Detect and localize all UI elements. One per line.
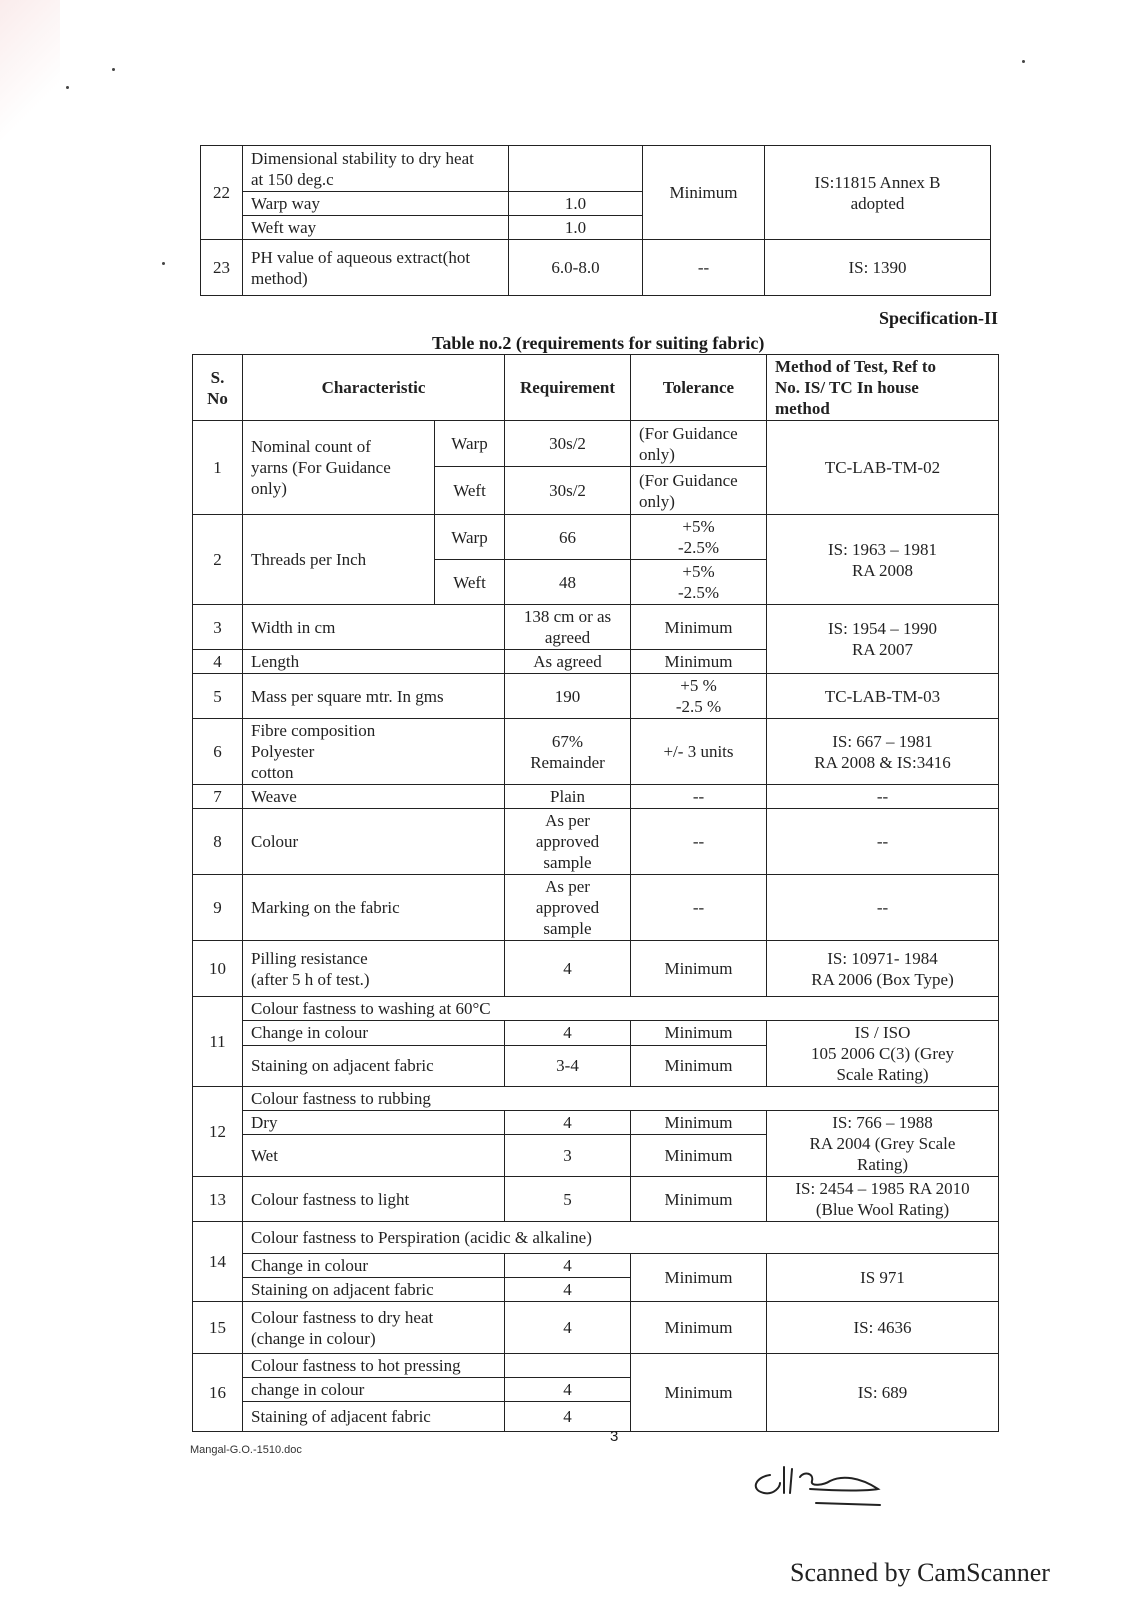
- method-cell: IS: 766 – 1988 RA 2004 (Grey Scale Rating): [767, 1111, 999, 1177]
- header-method: Method of Test, Ref to No. IS/ TC In house method: [767, 355, 999, 421]
- method-cell: TC-LAB-TM-02: [767, 421, 999, 515]
- sno-cell: 6: [193, 719, 243, 785]
- table-row: [201, 240, 991, 296]
- table-row: [193, 1087, 999, 1111]
- table-row: [193, 1254, 999, 1278]
- requirement-cell: 4: [505, 941, 631, 997]
- tolerance-cell: Minimum: [631, 1045, 767, 1086]
- characteristic-cell: Marking on the fabric: [243, 875, 505, 941]
- requirement-cell: As per approved sample: [505, 809, 631, 875]
- tolerance-cell: Minimum: [631, 1135, 767, 1177]
- table-row: [193, 1111, 999, 1135]
- tolerance-cell: Minimum: [631, 1354, 767, 1432]
- tolerance-cell: Minimum: [643, 146, 765, 240]
- table-row: [193, 719, 999, 785]
- table-row: [193, 515, 999, 560]
- table-row: [193, 421, 999, 467]
- table-row: [193, 674, 999, 719]
- sub-label-cell: Warp: [435, 515, 505, 560]
- table-caption: Table no.2 (requirements for suiting fabric): [432, 333, 765, 353]
- sno-cell: 2: [193, 515, 243, 605]
- requirement-cell: 138 cm or as agreed: [505, 605, 631, 650]
- sno-cell: 7: [193, 785, 243, 809]
- characteristic-cell: Colour fastness to light: [243, 1177, 505, 1222]
- requirement-cell: 1.0: [509, 192, 643, 216]
- requirement-cell: 3: [505, 1135, 631, 1177]
- tolerance-cell: --: [631, 809, 767, 875]
- specification-label: Specification-II: [879, 308, 998, 328]
- characteristic-cell: Staining on adjacent fabric: [243, 1045, 505, 1086]
- characteristic-cell: Staining on adjacent fabric: [243, 1278, 505, 1302]
- requirement-cell: [505, 1354, 631, 1378]
- table-row: [193, 1354, 999, 1378]
- characteristic-cell: Change in colour: [243, 1254, 505, 1278]
- requirement-cell: 4: [505, 1021, 631, 1046]
- header-sno: S. No: [193, 355, 243, 421]
- characteristic-cell: Fibre composition Polyester cotton: [243, 719, 505, 785]
- table-row: [201, 146, 991, 192]
- method-cell: --: [767, 785, 999, 809]
- header-tolerance: Tolerance: [631, 355, 767, 421]
- characteristic-cell: Width in cm: [243, 605, 505, 650]
- method-cell: IS:11815 Annex B adopted: [765, 146, 991, 240]
- sno-cell: 23: [201, 240, 243, 296]
- sno-cell: 15: [193, 1302, 243, 1354]
- requirement-cell: 67% Remainder: [505, 719, 631, 785]
- table-row: [193, 785, 999, 809]
- table-row: [193, 997, 999, 1021]
- requirement-cell: 6.0-8.0: [509, 240, 643, 296]
- tolerance-cell: +5 % -2.5 %: [631, 674, 767, 719]
- requirement-cell: [509, 146, 643, 192]
- tolerance-cell: Minimum: [631, 1177, 767, 1222]
- suiting-fabric-requirements-table: [192, 354, 999, 1432]
- sub-label-cell: Weft: [435, 467, 505, 515]
- characteristic-cell: Nominal count of yarns (For Guidance only): [243, 421, 435, 515]
- requirement-cell: 4: [505, 1378, 631, 1402]
- table-row: [193, 941, 999, 997]
- tolerance-cell: --: [643, 240, 765, 296]
- scan-speck: [66, 86, 69, 89]
- characteristic-cell: Weft way: [243, 216, 509, 240]
- method-cell: IS: 10971- 1984 RA 2006 (Box Type): [767, 941, 999, 997]
- sno-cell: 22: [201, 146, 243, 240]
- characteristic-cell: Colour fastness to dry heat (change in colour): [243, 1302, 505, 1354]
- method-cell: IS / ISO 105 2006 C(3) (Grey Scale Rating): [767, 1021, 999, 1087]
- requirement-cell: 5: [505, 1177, 631, 1222]
- table-header-row: [193, 355, 999, 421]
- scan-speck: [1022, 60, 1025, 63]
- tolerance-cell: --: [631, 785, 767, 809]
- group-title-cell: Colour fastness to hot pressing: [243, 1354, 505, 1378]
- method-cell: TC-LAB-TM-03: [767, 674, 999, 719]
- method-cell: IS: 1963 – 1981 RA 2008: [767, 515, 999, 605]
- table-row: [193, 1302, 999, 1354]
- page-edge-shadow: [0, 0, 60, 180]
- characteristic-cell: Warp way: [243, 192, 509, 216]
- method-cell: IS: 4636: [767, 1302, 999, 1354]
- sno-cell: 14: [193, 1222, 243, 1302]
- characteristic-cell: Staining of adjacent fabric: [243, 1402, 505, 1432]
- sno-cell: 12: [193, 1087, 243, 1177]
- requirement-cell: 4: [505, 1254, 631, 1278]
- method-cell: IS: 689: [767, 1354, 999, 1432]
- requirement-cell: 4: [505, 1278, 631, 1302]
- sub-label-cell: Weft: [435, 560, 505, 605]
- requirement-cell: 30s/2: [505, 421, 631, 467]
- table-row: [193, 605, 999, 650]
- characteristic-cell: Weave: [243, 785, 505, 809]
- continuation-table: [200, 145, 991, 296]
- requirement-cell: 3-4: [505, 1045, 631, 1086]
- method-cell: IS 971: [767, 1254, 999, 1302]
- footer-file-name: Mangal-G.O.-1510.doc: [190, 1444, 302, 1456]
- tolerance-cell: Minimum: [631, 605, 767, 650]
- characteristic-cell: Pilling resistance (after 5 h of test.): [243, 941, 505, 997]
- table-row: [193, 809, 999, 875]
- sno-cell: 11: [193, 997, 243, 1087]
- tolerance-cell: Minimum: [631, 1111, 767, 1135]
- table-row: [193, 1222, 999, 1254]
- method-cell: IS: 1390: [765, 240, 991, 296]
- method-cell: --: [767, 875, 999, 941]
- sno-cell: 1: [193, 421, 243, 515]
- method-cell: IS: 2454 – 1985 RA 2010 (Blue Wool Rating): [767, 1177, 999, 1222]
- requirement-cell: 48: [505, 560, 631, 605]
- requirement-cell: As agreed: [505, 650, 631, 674]
- header-characteristic: Characteristic: [243, 355, 505, 421]
- tolerance-cell: (For Guidance only): [631, 421, 767, 467]
- tolerance-cell: (For Guidance only): [631, 467, 767, 515]
- table-row: [193, 1021, 999, 1046]
- signature-icon: [750, 1455, 900, 1515]
- sno-cell: 5: [193, 674, 243, 719]
- sub-label-cell: Warp: [435, 421, 505, 467]
- tolerance-cell: Minimum: [631, 1302, 767, 1354]
- sno-cell: 13: [193, 1177, 243, 1222]
- requirement-cell: 4: [505, 1402, 631, 1432]
- tolerance-cell: Minimum: [631, 650, 767, 674]
- method-cell: IS: 1954 – 1990 RA 2007: [767, 605, 999, 674]
- requirement-cell: Plain: [505, 785, 631, 809]
- characteristic-cell: Threads per Inch: [243, 515, 435, 605]
- sno-cell: 10: [193, 941, 243, 997]
- tolerance-cell: +/- 3 units: [631, 719, 767, 785]
- characteristic-cell: Mass per square mtr. In gms: [243, 674, 505, 719]
- requirement-cell: 1.0: [509, 216, 643, 240]
- scan-speck: [112, 68, 115, 71]
- characteristic-cell: Colour: [243, 809, 505, 875]
- scanned-watermark: Scanned by CamScanner: [790, 1558, 1050, 1587]
- page-number: 3: [610, 1428, 619, 1445]
- tolerance-cell: Minimum: [631, 1254, 767, 1302]
- characteristic-cell: Wet: [243, 1135, 505, 1177]
- tolerance-cell: --: [631, 875, 767, 941]
- method-cell: --: [767, 809, 999, 875]
- requirement-cell: 4: [505, 1302, 631, 1354]
- requirement-cell: 66: [505, 515, 631, 560]
- requirement-cell: 190: [505, 674, 631, 719]
- requirement-cell: 4: [505, 1111, 631, 1135]
- sno-cell: 3: [193, 605, 243, 650]
- tolerance-cell: +5% -2.5%: [631, 515, 767, 560]
- table-row: [193, 875, 999, 941]
- characteristic-cell: Dimensional stability to dry heat at 150 deg.c: [243, 146, 509, 192]
- characteristic-cell: Length: [243, 650, 505, 674]
- header-requirement: Requirement: [505, 355, 631, 421]
- tolerance-cell: Minimum: [631, 941, 767, 997]
- sno-cell: 9: [193, 875, 243, 941]
- characteristic-cell: Change in colour: [243, 1021, 505, 1046]
- requirement-cell: As per approved sample: [505, 875, 631, 941]
- group-title-cell: Colour fastness to rubbing: [243, 1087, 999, 1111]
- tolerance-cell: Minimum: [631, 1021, 767, 1046]
- requirement-cell: 30s/2: [505, 467, 631, 515]
- characteristic-cell: PH value of aqueous extract(hot method): [243, 240, 509, 296]
- scan-speck: [162, 262, 165, 265]
- characteristic-cell: Dry: [243, 1111, 505, 1135]
- group-title-cell: Colour fastness to washing at 60°C: [243, 997, 999, 1021]
- group-title-cell: Colour fastness to Perspiration (acidic & alkaline): [243, 1222, 999, 1254]
- tolerance-cell: +5% -2.5%: [631, 560, 767, 605]
- sno-cell: 4: [193, 650, 243, 674]
- table-row: [193, 1177, 999, 1222]
- characteristic-cell: change in colour: [243, 1378, 505, 1402]
- sno-cell: 16: [193, 1354, 243, 1432]
- method-cell: IS: 667 – 1981 RA 2008 & IS:3416: [767, 719, 999, 785]
- sno-cell: 8: [193, 809, 243, 875]
